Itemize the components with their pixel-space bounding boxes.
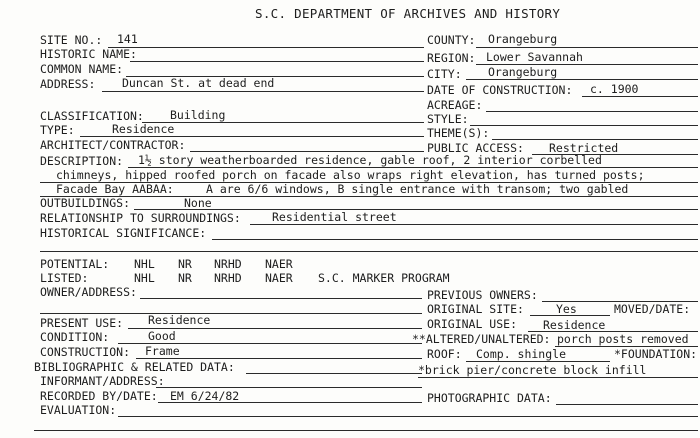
listed-option-nrhd: NRHD — [214, 271, 242, 285]
original-site-value: Yes — [556, 302, 577, 316]
marker-program: S.C. MARKER PROGRAM — [318, 271, 450, 285]
style-label: STYLE: — [427, 112, 469, 126]
type-value: Residence — [112, 122, 175, 136]
altered-value: porch posts removed — [557, 332, 689, 346]
architect-line — [190, 151, 424, 152]
classification-line — [142, 122, 424, 123]
original-site-label: ORIGINAL SITE: — [427, 302, 524, 316]
listed-label: LISTED: — [40, 271, 89, 285]
common-name-label: COMMON NAME: — [40, 62, 124, 76]
present-use-label: PRESENT USE: — [40, 316, 124, 330]
historic-name-label: HISTORIC NAME: — [40, 47, 137, 61]
relationship-line — [250, 224, 698, 225]
outbuildings-label: OUTBUILDINGS: — [40, 196, 131, 210]
present-use-value: Residence — [148, 313, 211, 327]
description-label: DESCRIPTION: — [40, 154, 124, 168]
blank-line — [40, 251, 698, 252]
construction-line — [136, 358, 422, 359]
altered-label: **ALTERED/UNALTERED: — [412, 332, 551, 346]
address-value: Duncan St. at dead end — [122, 76, 275, 90]
previous-owners-label: PREVIOUS OWNERS: — [427, 288, 538, 302]
description-line-3b: A are 6/6 windows, B single entrance with transom; two gabled — [206, 182, 629, 196]
address-line — [102, 91, 424, 92]
potential-label: POTENTIAL: — [40, 257, 110, 271]
address-label: ADDRESS: — [40, 77, 96, 91]
site-no-value: 141 — [117, 32, 138, 46]
description-line-2: chimneys, hipped roofed porch on facade also wraps right elevation, has turned posts; — [56, 168, 645, 182]
acreage-label: ACREAGE: — [427, 98, 483, 112]
classification-value: Building — [170, 108, 226, 122]
owner-line — [140, 298, 422, 299]
construction-value: Frame — [145, 344, 180, 358]
page-title: S.C. DEPARTMENT OF ARCHIVES AND HISTORY — [255, 6, 561, 21]
potential-option-nr: NR — [178, 257, 192, 271]
evaluation-line — [118, 416, 698, 417]
construction-label: CONSTRUCTION: — [40, 345, 131, 359]
biblio-line — [246, 373, 422, 374]
informant-line — [156, 387, 422, 388]
description-line-1: 1½ story weatherboarded residence, gable roof, 2 interior corbelled — [138, 153, 602, 167]
county-line — [476, 47, 698, 48]
bottom-rule — [34, 430, 698, 431]
owner-label: OWNER/ADDRESS: — [40, 285, 137, 299]
architect-label: ARCHITECT/CONTRACTOR: — [40, 138, 186, 152]
recorded-label: RECORDED BY/DATE: — [40, 389, 158, 403]
outbuildings-value: None — [184, 196, 212, 210]
relationship-value: Residential street — [272, 210, 397, 224]
description-underline-3 — [40, 196, 698, 197]
foundation-value: *brick pier/concrete block infill — [418, 363, 647, 377]
recorded-line — [158, 402, 422, 403]
listed-option-naer: NAER — [265, 271, 293, 285]
condition-label: CONDITION: — [40, 330, 110, 344]
historic-name-line — [130, 61, 424, 62]
listed-option-nhl: NHL — [134, 271, 155, 285]
description-line-3a: Facade Bay AABAA: — [56, 182, 174, 196]
evaluation-label: EVALUATION: — [40, 403, 117, 417]
type-label: TYPE: — [40, 123, 75, 137]
original-use-value: Residence — [543, 318, 606, 332]
potential-option-nhl: NHL — [134, 257, 155, 271]
moved-label: MOVED/DATE: — [614, 302, 691, 316]
county-value: Orangeburg — [488, 32, 558, 46]
recorded-value: EM 6/24/82 — [170, 389, 240, 403]
city-value: Orangeburg — [488, 65, 558, 79]
themes-line — [492, 139, 698, 140]
listed-option-nr: NR — [178, 271, 192, 285]
photo-label: PHOTOGRAPHIC DATA: — [427, 391, 552, 405]
type-line — [80, 136, 424, 137]
foundation-label: *FOUNDATION: — [614, 347, 698, 361]
date-value: c. 1900 — [590, 82, 639, 96]
foundation-line — [418, 377, 698, 378]
roof-label: ROOF: — [427, 347, 462, 361]
original-use-label: ORIGINAL USE: — [427, 317, 518, 331]
biblio-label: BIBLIOGRAPHIC & RELATED DATA: — [34, 360, 235, 374]
informant-label: INFORMANT/ADDRESS: — [40, 374, 165, 388]
relationship-label: RELATIONSHIP TO SURROUNDINGS: — [40, 211, 241, 225]
region-label: REGION: — [427, 51, 476, 65]
owner-line-2 — [40, 313, 422, 314]
date-line — [582, 96, 698, 97]
original-site-line — [530, 315, 610, 316]
themes-label: THEME(S): — [427, 126, 490, 140]
region-value: Lower Savannah — [486, 50, 583, 64]
date-label: DATE OF CONSTRUCTION: — [427, 83, 573, 97]
classification-label: CLASSIFICATION: — [40, 109, 144, 123]
significance-line — [212, 239, 698, 240]
site-no-line — [108, 47, 424, 48]
condition-value: Good — [148, 329, 176, 343]
outbuildings-line — [134, 209, 698, 210]
roof-line — [466, 361, 610, 362]
roof-value: Comp. shingle — [476, 347, 567, 361]
style-line — [470, 125, 698, 126]
city-label: CITY: — [427, 67, 462, 81]
site-no-label: SITE NO.: — [40, 33, 103, 47]
potential-option-nrhd: NRHD — [214, 257, 242, 271]
city-line — [466, 79, 698, 80]
acreage-line — [486, 111, 698, 112]
significance-label: HISTORICAL SIGNIFICANCE: — [40, 226, 207, 240]
public-access-label: PUBLIC ACCESS: — [427, 141, 524, 155]
photo-line — [556, 404, 698, 405]
public-access-value: Restricted — [549, 141, 619, 155]
potential-option-naer: NAER — [265, 257, 293, 271]
county-label: COUNTY: — [427, 33, 476, 47]
